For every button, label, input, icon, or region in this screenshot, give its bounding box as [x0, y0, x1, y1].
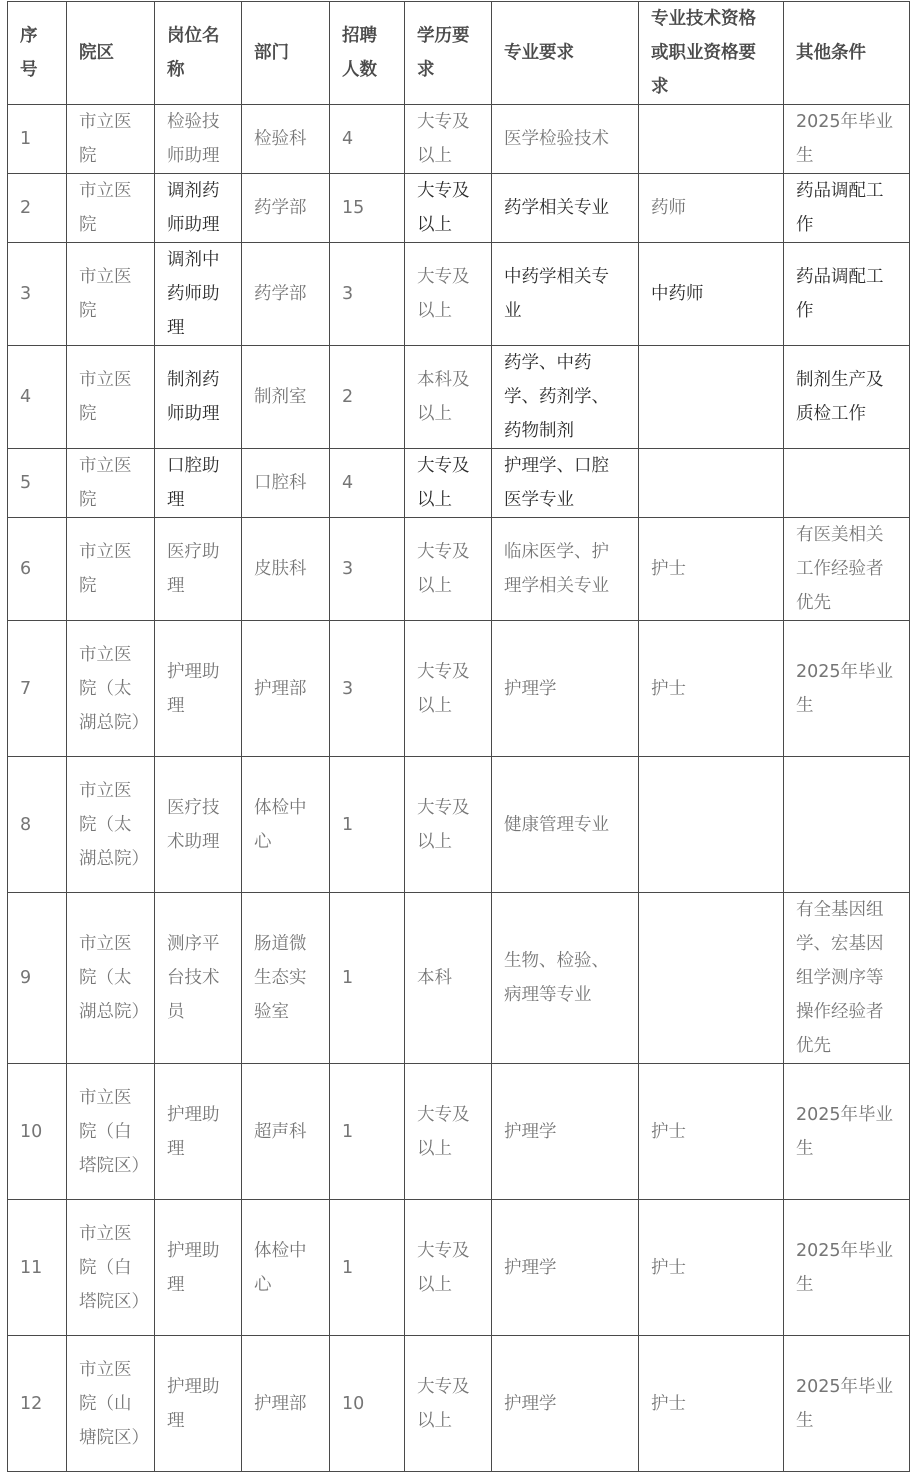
cell-department: 药学部	[242, 243, 330, 346]
header-index: 序号	[8, 2, 67, 105]
cell-major: 护理学	[492, 621, 639, 757]
cell-index: 9	[8, 893, 67, 1064]
cell-other: 有全基因组学、宏基因组学测序等操作经验者优先	[784, 893, 910, 1064]
table-row	[8, 1064, 910, 1200]
cell-index: 7	[8, 621, 67, 757]
cell-major: 中药学相关专业	[492, 243, 639, 346]
cell-headcount: 1	[330, 1200, 405, 1336]
header-education: 学历要求	[405, 2, 492, 105]
cell-position: 调剂药师助理	[155, 174, 242, 243]
cell-education: 大专及以上	[405, 1336, 492, 1472]
cell-other: 2025年毕业生	[784, 1064, 910, 1200]
cell-education: 大专及以上	[405, 518, 492, 621]
cell-major: 护理学	[492, 1200, 639, 1336]
cell-education: 大专及以上	[405, 105, 492, 174]
cell-qualification	[639, 757, 784, 893]
cell-department: 体检中心	[242, 1200, 330, 1336]
header-major: 专业要求	[492, 2, 639, 105]
cell-index: 4	[8, 346, 67, 449]
cell-headcount: 1	[330, 757, 405, 893]
cell-qualification: 护士	[639, 1336, 784, 1472]
cell-index: 8	[8, 757, 67, 893]
cell-qualification: 中药师	[639, 243, 784, 346]
cell-department: 护理部	[242, 621, 330, 757]
cell-department: 皮肤科	[242, 518, 330, 621]
cell-qualification	[639, 893, 784, 1064]
cell-campus: 市立医院（白塔院区）	[67, 1200, 155, 1336]
cell-headcount: 3	[330, 621, 405, 757]
cell-education: 本科	[405, 893, 492, 1064]
cell-department: 体检中心	[242, 757, 330, 893]
cell-headcount: 3	[330, 243, 405, 346]
header-department: 部门	[242, 2, 330, 105]
cell-campus: 市立医院	[67, 174, 155, 243]
table-row	[8, 1200, 910, 1336]
cell-campus: 市立医院	[67, 105, 155, 174]
cell-education: 本科及以上	[405, 346, 492, 449]
cell-education: 大专及以上	[405, 174, 492, 243]
cell-major: 医学检验技术	[492, 105, 639, 174]
cell-other	[784, 757, 910, 893]
cell-other: 2025年毕业生	[784, 1200, 910, 1336]
cell-department: 肠道微生态实验室	[242, 893, 330, 1064]
cell-position: 护理助理	[155, 1336, 242, 1472]
cell-major: 生物、检验、病理等专业	[492, 893, 639, 1064]
cell-campus: 市立医院（太湖总院）	[67, 621, 155, 757]
cell-position: 制剂药师助理	[155, 346, 242, 449]
cell-education: 大专及以上	[405, 621, 492, 757]
cell-department: 检验科	[242, 105, 330, 174]
recruitment-table	[7, 1, 910, 1472]
cell-qualification: 护士	[639, 1200, 784, 1336]
cell-position: 护理助理	[155, 1064, 242, 1200]
cell-position: 调剂中药师助理	[155, 243, 242, 346]
table-row	[8, 243, 910, 346]
cell-index: 2	[8, 174, 67, 243]
cell-department: 制剂室	[242, 346, 330, 449]
cell-other: 有医美相关工作经验者优先	[784, 518, 910, 621]
cell-education: 大专及以上	[405, 1200, 492, 1336]
cell-other: 2025年毕业生	[784, 105, 910, 174]
cell-department: 超声科	[242, 1064, 330, 1200]
cell-index: 11	[8, 1200, 67, 1336]
cell-education: 大专及以上	[405, 243, 492, 346]
cell-campus: 市立医院（太湖总院）	[67, 757, 155, 893]
cell-major: 药学相关专业	[492, 174, 639, 243]
table-row	[8, 449, 910, 518]
table-row	[8, 105, 910, 174]
cell-qualification: 药师	[639, 174, 784, 243]
cell-education: 大专及以上	[405, 1064, 492, 1200]
cell-qualification: 护士	[639, 621, 784, 757]
table-row	[8, 346, 910, 449]
cell-major: 护理学、口腔医学专业	[492, 449, 639, 518]
header-qualification: 专业技术资格或职业资格要求	[639, 2, 784, 105]
table-row	[8, 1336, 910, 1472]
cell-campus: 市立医院（白塔院区）	[67, 1064, 155, 1200]
cell-position: 检验技师助理	[155, 105, 242, 174]
header-row	[8, 2, 910, 105]
cell-index: 10	[8, 1064, 67, 1200]
cell-other: 药品调配工作	[784, 174, 910, 243]
cell-index: 12	[8, 1336, 67, 1472]
header-other: 其他条件	[784, 2, 910, 105]
table-row	[8, 174, 910, 243]
cell-headcount: 2	[330, 346, 405, 449]
cell-headcount: 3	[330, 518, 405, 621]
cell-index: 5	[8, 449, 67, 518]
cell-headcount: 4	[330, 449, 405, 518]
cell-department: 护理部	[242, 1336, 330, 1472]
cell-major: 临床医学、护理学相关专业	[492, 518, 639, 621]
cell-headcount: 1	[330, 1064, 405, 1200]
cell-position: 测序平台技术员	[155, 893, 242, 1064]
cell-department: 药学部	[242, 174, 330, 243]
cell-department: 口腔科	[242, 449, 330, 518]
cell-index: 1	[8, 105, 67, 174]
cell-campus: 市立医院（山塘院区）	[67, 1336, 155, 1472]
cell-qualification	[639, 346, 784, 449]
cell-campus: 市立医院（太湖总院）	[67, 893, 155, 1064]
header-position: 岗位名称	[155, 2, 242, 105]
cell-qualification: 护士	[639, 518, 784, 621]
cell-position: 口腔助理	[155, 449, 242, 518]
cell-education: 大专及以上	[405, 757, 492, 893]
cell-other: 药品调配工作	[784, 243, 910, 346]
cell-campus: 市立医院	[67, 449, 155, 518]
cell-campus: 市立医院	[67, 346, 155, 449]
cell-position: 医疗技术助理	[155, 757, 242, 893]
cell-qualification	[639, 105, 784, 174]
cell-qualification	[639, 449, 784, 518]
cell-other: 2025年毕业生	[784, 1336, 910, 1472]
cell-campus: 市立医院	[67, 518, 155, 621]
table-row	[8, 757, 910, 893]
cell-education: 大专及以上	[405, 449, 492, 518]
cell-headcount: 1	[330, 893, 405, 1064]
cell-headcount: 10	[330, 1336, 405, 1472]
cell-qualification: 护士	[639, 1064, 784, 1200]
cell-major: 护理学	[492, 1064, 639, 1200]
table-row	[8, 893, 910, 1064]
header-campus: 院区	[67, 2, 155, 105]
cell-headcount: 4	[330, 105, 405, 174]
cell-major: 药学、中药学、药剂学、药物制剂	[492, 346, 639, 449]
table-row	[8, 621, 910, 757]
cell-headcount: 15	[330, 174, 405, 243]
cell-campus: 市立医院	[67, 243, 155, 346]
cell-position: 护理助理	[155, 1200, 242, 1336]
cell-other	[784, 449, 910, 518]
header-headcount: 招聘人数	[330, 2, 405, 105]
table-row	[8, 518, 910, 621]
cell-major: 护理学	[492, 1336, 639, 1472]
cell-position: 护理助理	[155, 621, 242, 757]
cell-position: 医疗助理	[155, 518, 242, 621]
cell-other: 制剂生产及质检工作	[784, 346, 910, 449]
cell-index: 3	[8, 243, 67, 346]
cell-other: 2025年毕业生	[784, 621, 910, 757]
cell-index: 6	[8, 518, 67, 621]
cell-major: 健康管理专业	[492, 757, 639, 893]
